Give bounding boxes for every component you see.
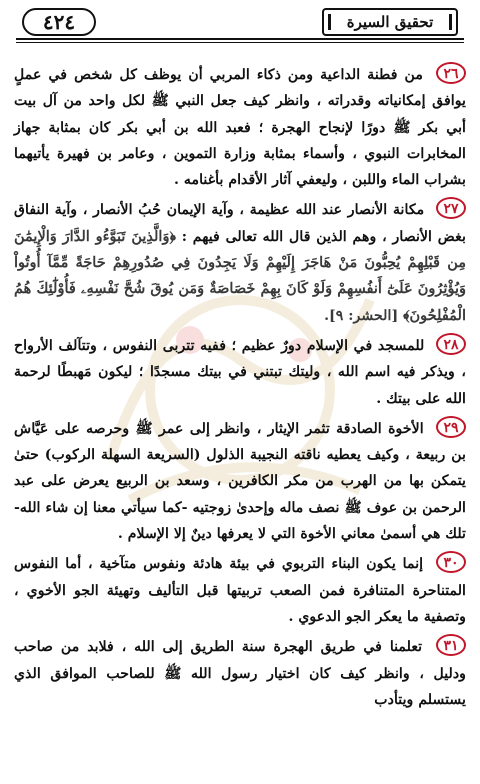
paragraph-text: تعلمنا في طريق الهجرة سنة الطريق إلى الله ، فلابد من صاحب ودليل ، وانظر كيف كان اختيار رسول الله ﷺ للصاحب الموافق الذي يستسلم ويتأدب [14,639,466,708]
paragraph-text: مكانة الأنصار عند الله عظيمة ، وآية الإيمان حُبُ الأنصار ، وآية النفاق بغض الأنصار ، وهم الذين قال الله تعالى فيهم : [14,202,466,245]
page-body [14,62,466,713]
paragraph-text: من فطنة الداعية ومن ذكاء المربي أن يوظف كل شخص في عملٍ يوافق إمكانياته وقدراته ، وانظر كيف جعل النبي ﷺ لكل واحد من آل بيت أبي بكر ﷺ دورًا لإنجاح الهجرة ؛ فعبد الله بن أبي بكر كان بمثابة جهاز المخابرات النبوي ، وأسماء بمثابة وزارة التموين ، وعامر بن فهيرة يأتيهما بشراب الماء واللبن ، وليعفي آثار الأقدام بأغنامه . [14,67,466,189]
page-number: ٤٢٤ [22,8,96,36]
paragraph-number: ٢٨ [436,333,466,355]
header-rule-thin [16,42,464,43]
paragraph-number: ٢٧ [436,197,466,219]
paragraph-27 [14,197,466,328]
paragraph-31 [14,634,466,713]
paragraph-text: للمسجد في الإسلام دورٌ عظيم ؛ ففيه تتربى النفوس ، وتتآلف الأرواح ، ويذكر فيه اسم الله ، وليتك تبتني في بيتك مسجدًا ؛ ليكون مَهبطًا لرحمة الله على بيتك . [14,337,466,407]
paragraph-text: الأخوة الصادقة تثمر الإيثار ، وانظر إلى عمر ﷺ وحرصه على عَيَّاش بن ربيعة ، وكيف يعطيه ناقته النجيبة الذلول (السريعة السهلة الركوب) حتىٰ يتمكن بها من الهرب من مكر الكافرين ، وسعد بن الربيع يعرض على عبد الرحمن بن عوف ﷺ نصف ماله وإحدىٰ زوجتيه -كما سيأتي معنا إن شاء الله- تلك هي أسمىٰ معاني الأخوة التي لا يعرفها دينٌ إلا الإسلام . [14,420,466,543]
paragraph-30 [14,551,466,630]
paragraph-number: ٣١ [436,634,466,656]
paragraph-28 [14,333,466,412]
page-header [16,8,464,48]
paragraph-26 [14,62,466,193]
header-rule [16,38,464,40]
paragraph-29 [14,416,466,547]
verse-reference: [الحشر: ٩]. [324,307,399,324]
book-title: تحقيق السيرة [322,8,458,36]
paragraph-number: ٢٩ [436,416,466,438]
paragraph-number: ٢٦ [436,62,466,84]
paragraph-text: إنما يكون البناء التربوي في بيئة هادئة ونفوس متآخية ، أما النفوس المتناحرة المتنافرة فمن الصعب تربيتها قبل التأليف وتهيئة الجو الأخوي ، وتصفية ما يعكر الجو الدعوي . [14,556,466,625]
paragraph-number: ٣٠ [436,551,466,573]
quran-verse: ﴿وَالَّذِينَ تَبَوَّءُو الدَّارَ وَالْإِيمَٰنَ مِن قَبْلِهِمْ يُحِبُّونَ مَنْ هَاجَرَ إِلَيْهِمْ وَلَا يَجِدُونَ فِي صُدُورِهِمْ حَاجَةً مِّمَّآ أُوتُواْ وَيُؤْثِرُونَ عَلَىٰٓ أَنفُسِهِمْ وَلَوْ كَانَ بِهِمْ خَصَاصَةٌ وَمَن يُوقَ شُحَّ نَفْسِهِۦ فَأُوْلَٰٓئِكَ هُمُ الْمُفْلِحُونَ﴾ [14,227,466,324]
